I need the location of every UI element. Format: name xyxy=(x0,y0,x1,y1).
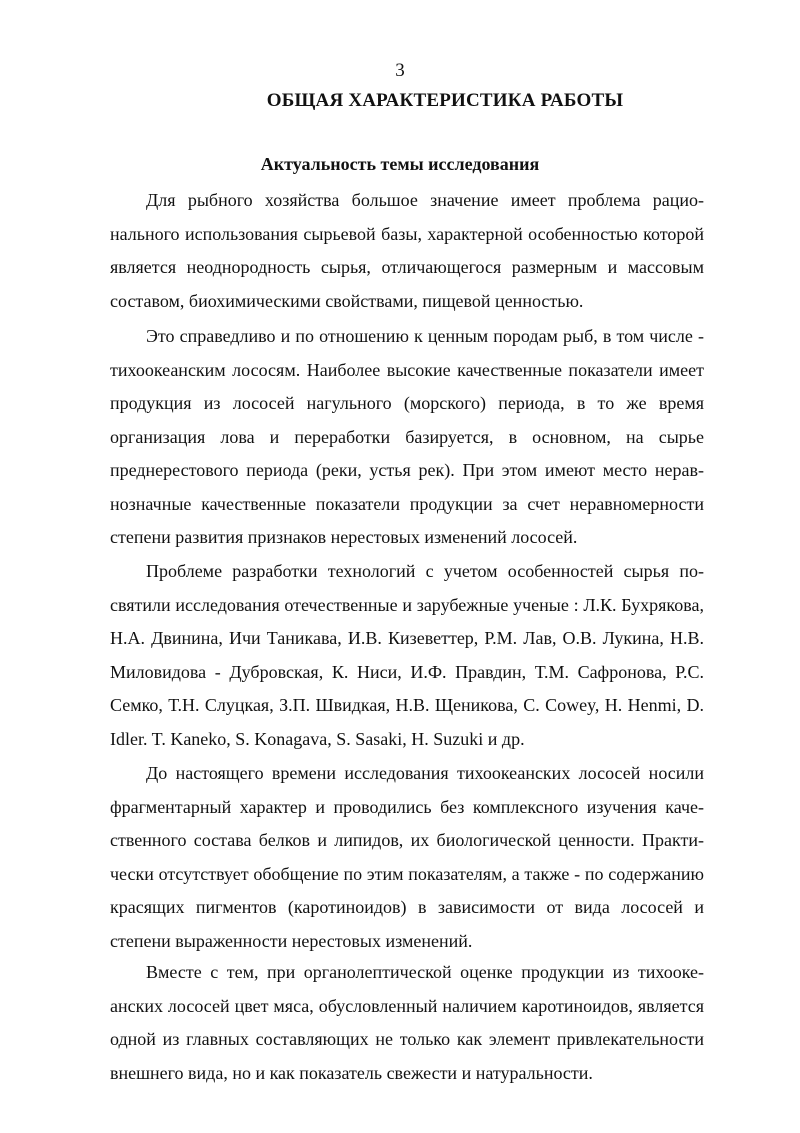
paragraph-1: Для рыбного хозяйства большое значение имеет проблема рационального использования сырьевой базы, характерной особенностью которой является неоднородность сырья, отличающегося размерным и массовым составом, биохимическими свойствами, пищевой ценностью. xyxy=(110,190,704,311)
paragraph-3: Проблеме разработки технологий с учетом особенностей сырья посвятили исследования отечественные и зарубежные ученые : Л.К. Бухрякова, Н.А. Двинина, Ичи Таникава, И.В. Кизеветтер, Р.М. Лав, О.В. Лукина, Н.В. Миловидова - Дубровская, К. Ниси, И.Ф. Правдин, Т.М. Сафронова, Р.С. Семко, Т.Н. Слуцкая, З.П. Швидкая, Н.В. Щеникова, C. Cowey, H. Henmi, D. Idler. T. Kaneko, S. Konagava, S. Sasaki, H. Suzuki и др. xyxy=(110,561,704,749)
document-title: ОБЩАЯ ХАРАКТЕРИСТИКА РАБОТЫ xyxy=(266,90,624,111)
section-heading: Актуальность темы исследования xyxy=(260,154,540,174)
paragraph-4: До настоящего времени исследования тихоокеанских лососей носили фрагментарный характер и проводились без комплексного изучения качественного состава белков и липидов, их биологической ценности. Практически отсутствует обобщение по этим показателям, а также - по содержанию красящих пигментов (каротиноидов) в зависимости от вида лососей и степени выраженности нерестовых изменений. xyxy=(110,763,704,951)
paragraph-5: Вместе с тем, при органолептической оценке продукции из тихоокеанских лососей цвет мяса, обусловленный наличием каротиноидов, является одной из главных составляющих не только как элемент привлекательности внешнего вида, но и как показатель свежести и натуральности. xyxy=(110,962,704,1083)
page-number: 3 xyxy=(395,60,405,81)
paragraph-2: Это справедливо и по отношению к ценным породам рыб, в том числе - тихоокеанским лососям. Наиболее высокие качественные показатели имеет продукция из лососей нагульного (морского) периода, в то же время организация лова и переработки базируется, в основном, на сырье преднерестового периода (реки, устья рек). При этом имеют место неравнозначные качественные показатели продукции за счет неравномерности степени развития признаков нерестовых изменений лососей. xyxy=(110,326,704,547)
